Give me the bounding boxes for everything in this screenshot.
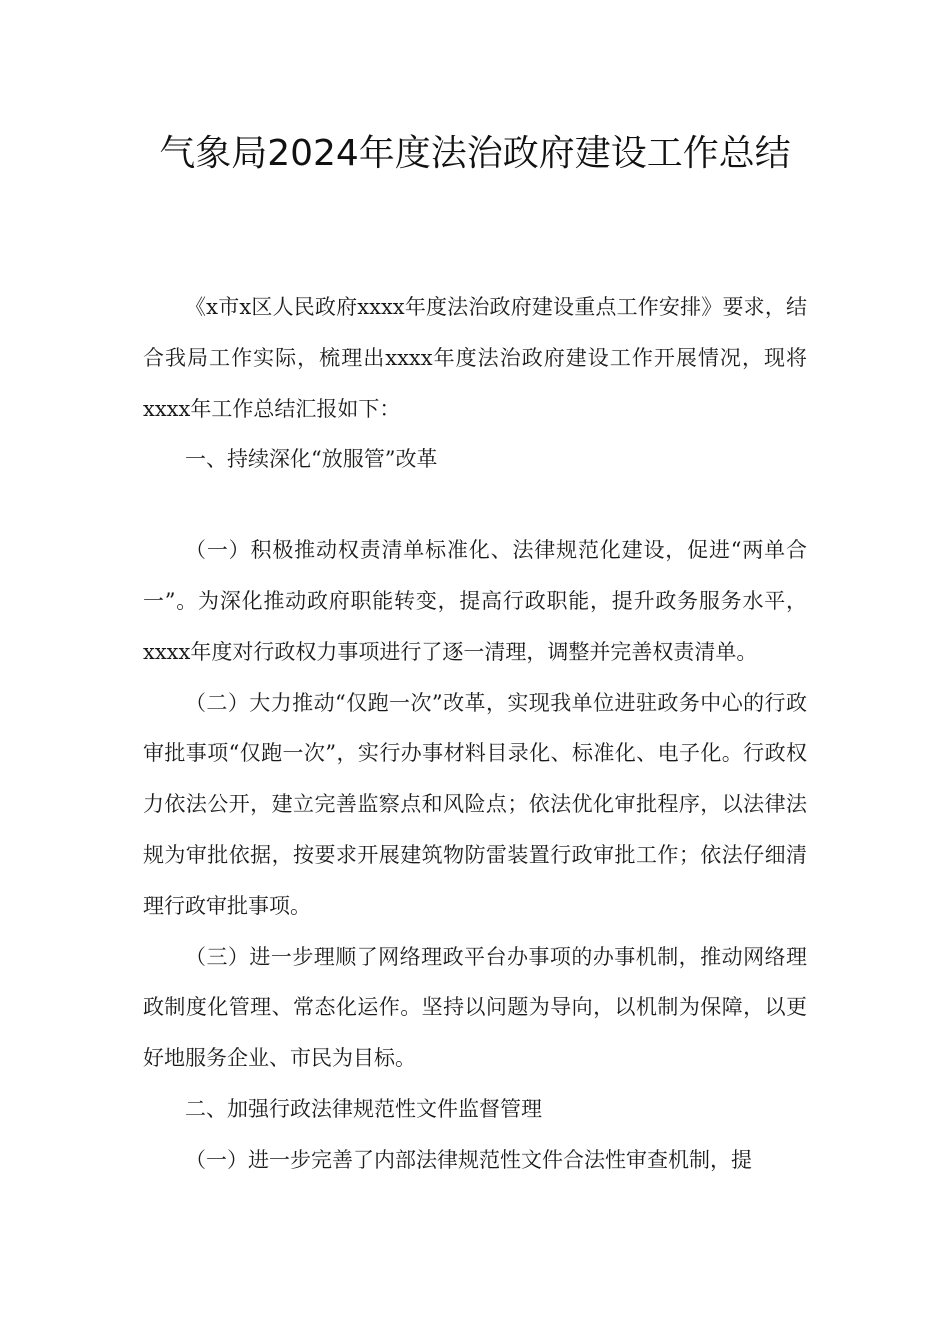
section-1-item-1: （一）积极推动权责清单标准化、法律规范化建设，促进“两单合一”。为深化推动政府职能转变，提高行政职能，提升政务服务水平，xxxx年度对行政权力事项进行了逐一清理，调整并完善权责清单。 — [143, 538, 807, 664]
section-1-heading: 一、持续深化“放服管”改革 — [185, 447, 438, 472]
section-1-item-3: （三）进一步理顺了网络理政平台办事项的办事机制，推动网络理政制度化管理、常态化运作。坚持以问题为导向，以机制为保障，以更好地服务企业、市民为目标。 — [143, 944, 807, 1071]
document-body — [143, 282, 807, 1186]
blank-line — [143, 485, 807, 525]
document-title: 气象局2024年度法治政府建设工作总结 — [159, 133, 791, 174]
section-2-item-1: （一）进一步完善了内部法律规范性文件合法性审查机制，提 — [185, 1147, 752, 1172]
intro-paragraph: 《x市x区人民政府xxxx年度法治政府建设重点工作安排》要求，结合我局工作实际，梳理出xxxx年度法治政府建设工作开展情况，现将xxxx年工作总结汇报如下： — [143, 295, 807, 421]
section-2-heading: 二、加强行政法律规范性文件监督管理 — [185, 1096, 542, 1121]
section-1-item-2: （二）大力推动“仅跑一次”改革，实现我单位进驻政务中心的行政审批事项“仅跑一次”，实行办事材料目录化、标准化、电子化。行政权力依法公开，建立完善监察点和风险点；依法优化审批程序，以法律法规为审批依据，按要求开展建筑物防雷装置行政审批工作；依法仔细清理行政审批事项。 — [143, 690, 807, 918]
